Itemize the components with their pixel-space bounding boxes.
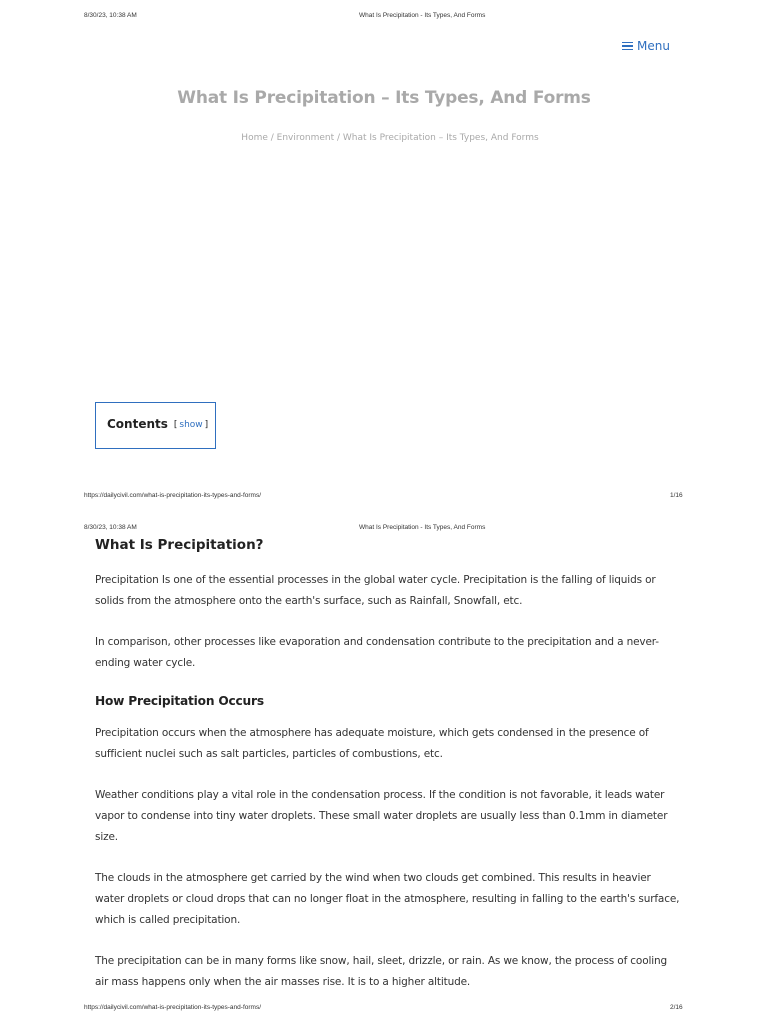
paragraph: Precipitation occurs when the atmosphere has adequate moisture, which gets condensed in the presence of sufficient nuclei such as salt particles, particles of combustions, etc. xyxy=(95,727,649,760)
print-footer-url: https://dailycivil.com/what-is-precipitation-its-types-and-forms/ xyxy=(84,1004,261,1011)
breadcrumb xyxy=(0,133,768,143)
article-body xyxy=(95,537,680,1013)
paragraph: The clouds in the atmosphere get carried by the wind when two clouds get combined. This results in heavier water droplets or cloud drops that can no longer float in the atmosphere, resulting in falling to the earth's surface, which is called precipitation. xyxy=(95,872,680,926)
breadcrumb-separator: / xyxy=(334,133,343,143)
toc-open-bracket: [ xyxy=(173,419,178,430)
breadcrumb-current: What Is Precipitation – Its Types, And Forms xyxy=(342,133,539,143)
paragraph: The precipitation can be in many forms like snow, hail, sleet, drizzle, or rain. As we know, the process of cooling air mass happens only when the air masses rise. It is to a higher altitude. xyxy=(95,955,668,988)
menu-button[interactable] xyxy=(622,39,670,53)
hamburger-icon xyxy=(622,42,633,51)
paragraph: Weather conditions play a vital role in the condensation process. If the condition is not favorable, it leads water vapor to condense into tiny water droplets. These small water droplets are usually less than 0.1mm in diameter size. xyxy=(95,789,668,843)
print-page-number: 2/16 xyxy=(670,1004,683,1011)
breadcrumb-home-link[interactable]: Home xyxy=(241,133,268,143)
toc-close-bracket: ] xyxy=(204,419,209,430)
print-doc-title: What Is Precipitation - Its Types, And Forms xyxy=(359,12,486,19)
toc-toggle xyxy=(174,420,208,430)
print-datetime: 8/30/23, 10:38 AM xyxy=(84,12,137,19)
toc-show-link[interactable]: show xyxy=(179,419,203,430)
breadcrumb-separator: / xyxy=(267,133,277,143)
print-footer-url: https://dailycivil.com/what-is-precipitation-its-types-and-forms/ xyxy=(84,492,261,499)
table-of-contents xyxy=(95,402,216,449)
section-heading: What Is Precipitation? xyxy=(95,537,264,553)
paragraph: Precipitation Is one of the essential processes in the global water cycle. Precipitation is the falling of liquids or solids from the atmosphere onto the earth's surface, such as Rainfall, Snowfall, etc. xyxy=(95,574,656,607)
breadcrumb-category-link[interactable]: Environment xyxy=(276,133,335,143)
print-datetime: 8/30/23, 10:38 AM xyxy=(84,524,137,531)
page-title: What Is Precipitation – Its Types, And Forms xyxy=(177,88,591,108)
print-page-number: 1/16 xyxy=(670,492,683,499)
print-doc-title: What Is Precipitation - Its Types, And Forms xyxy=(359,524,486,531)
menu-label: Menu xyxy=(637,39,670,53)
toc-title: Contents xyxy=(107,416,168,431)
paragraph: In comparison, other processes like evaporation and condensation contribute to the precipitation and a never-ending water cycle. xyxy=(95,636,659,669)
subsection-heading: How Precipitation Occurs xyxy=(95,694,264,708)
